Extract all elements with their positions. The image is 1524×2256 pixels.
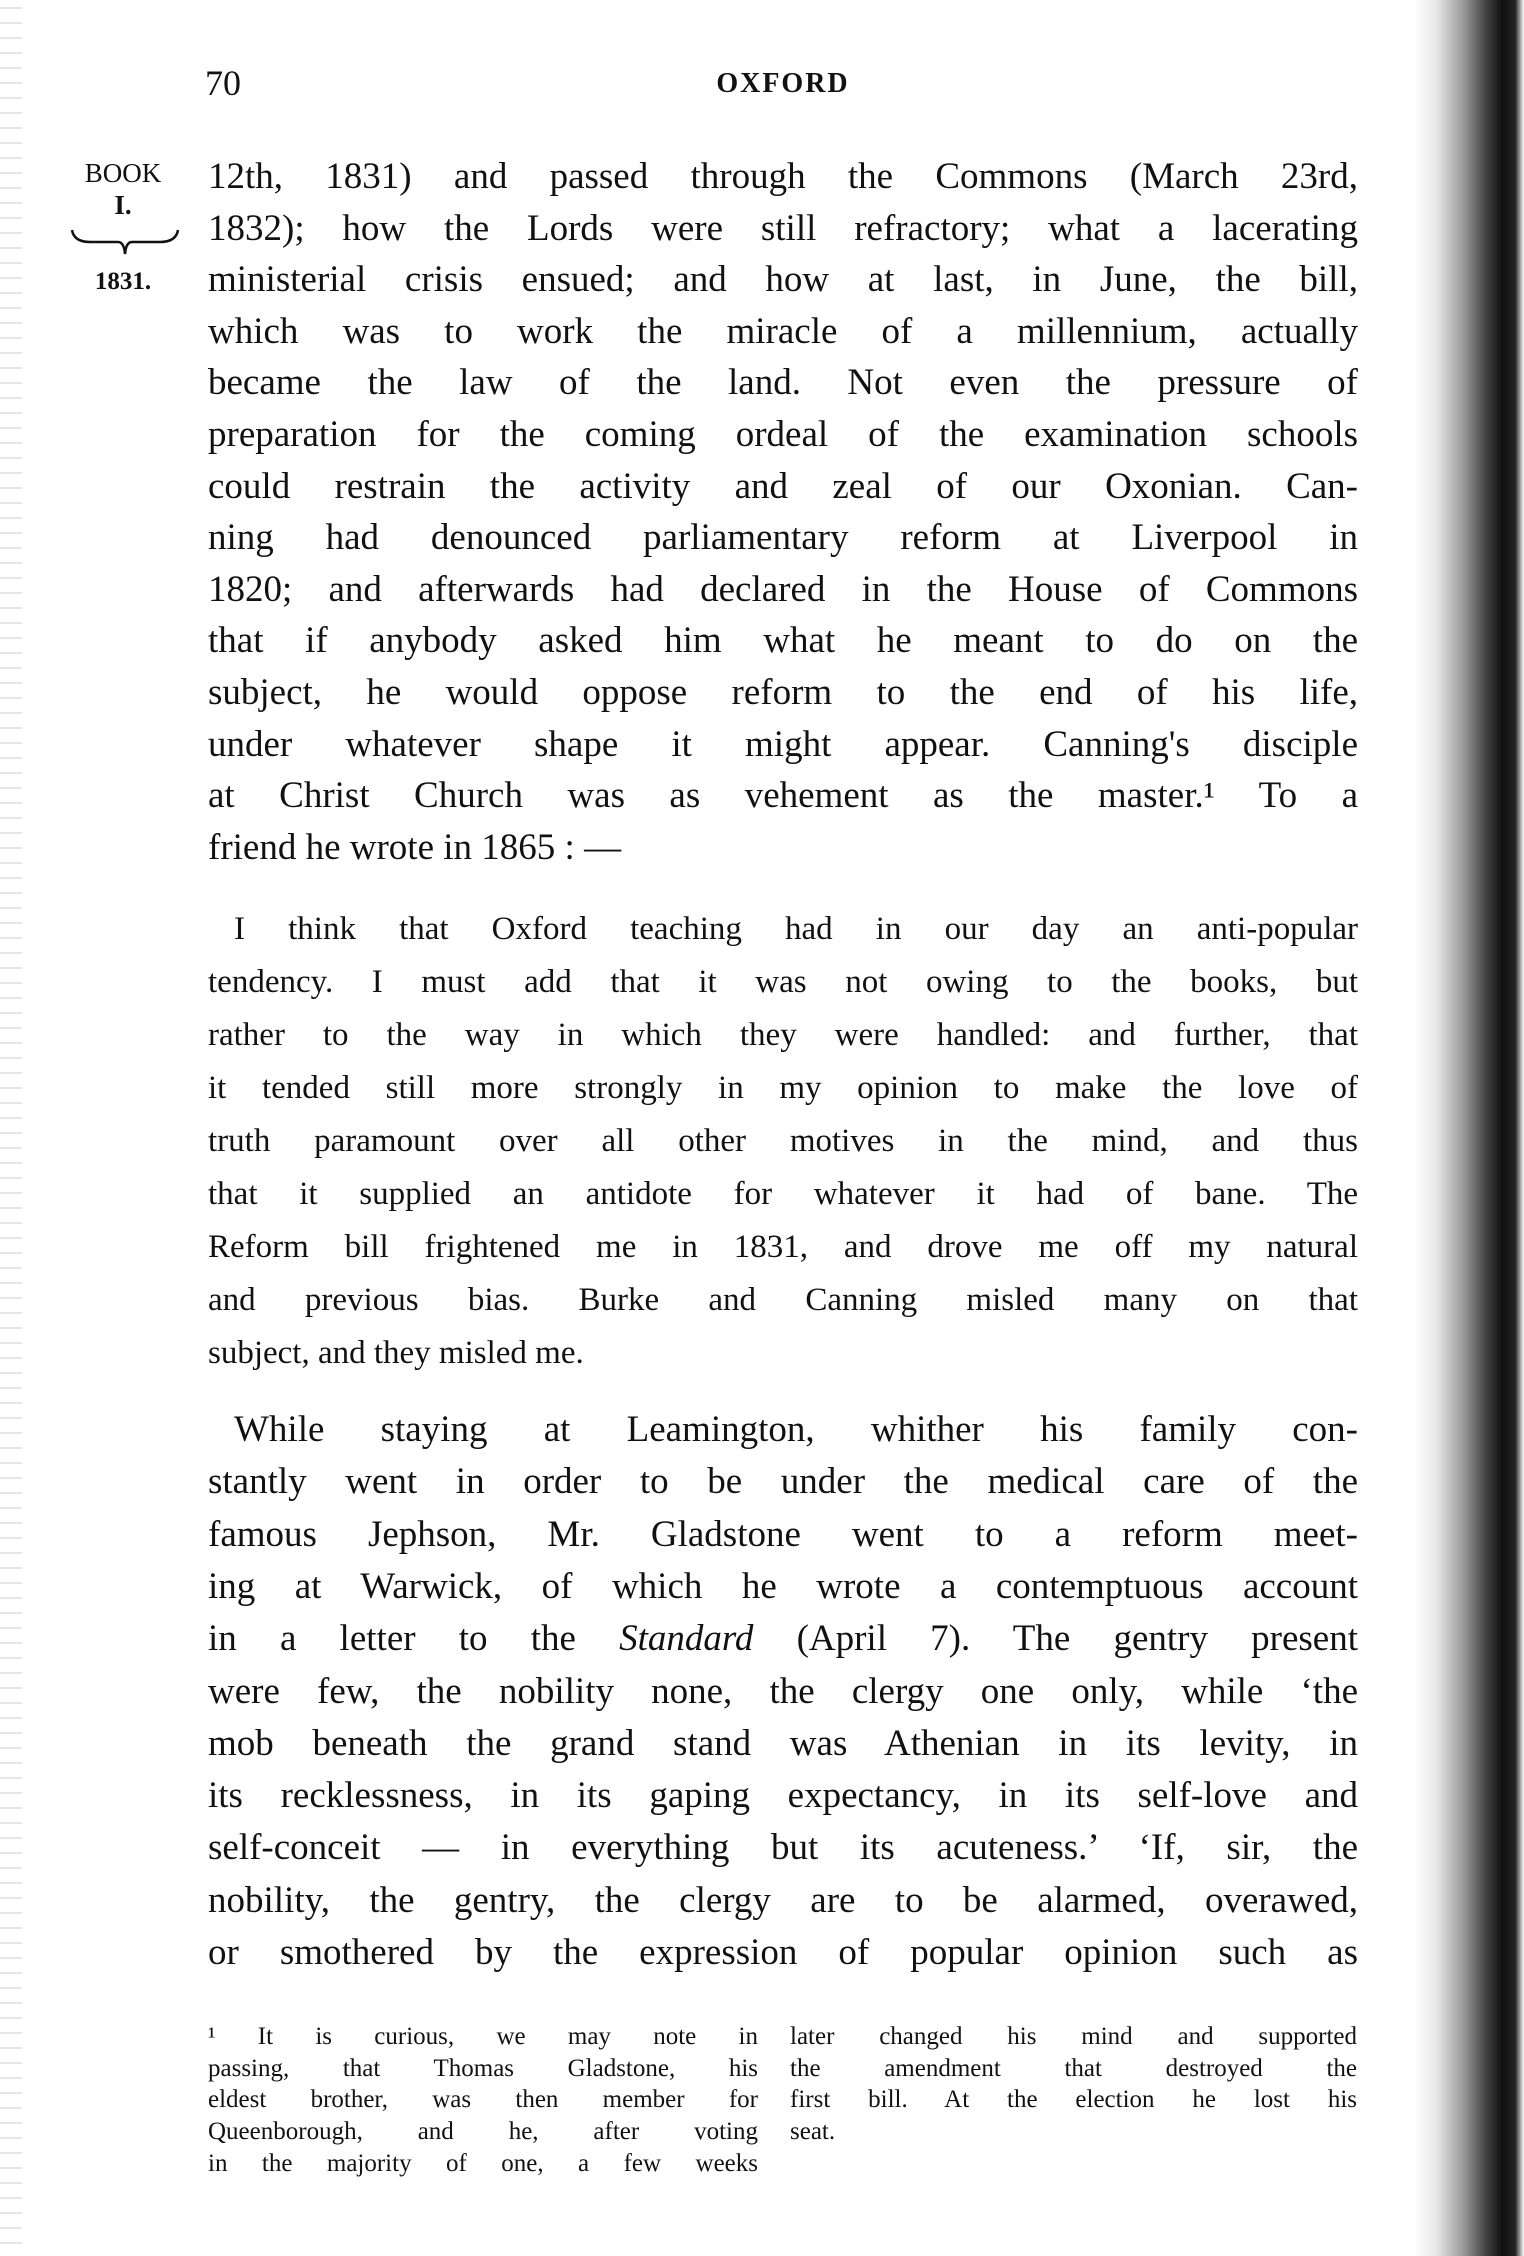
text-segment: (April 7). The gentry present bbox=[753, 1618, 1358, 1660]
body-line: stantly went in order to be under the medical care of the bbox=[208, 1461, 1358, 1503]
text-segment: in a letter to the bbox=[208, 1618, 620, 1660]
running-title: OXFORD bbox=[716, 68, 850, 99]
quote-line: truth paramount over all other motives in the mind, and thus bbox=[208, 1123, 1358, 1159]
footnote-line: later changed his mind and supported bbox=[790, 2023, 1357, 2050]
body-line: could restrain the activity and zeal of our Oxonian. Can- bbox=[208, 465, 1358, 507]
footnote-line: Queenborough, and he, after voting bbox=[208, 2118, 758, 2146]
footnote-line: in the majority of one, a few weeks bbox=[208, 2149, 758, 2177]
margin-book: BOOK bbox=[84, 158, 162, 188]
body-line: that if anybody asked him what he meant to do on the bbox=[208, 620, 1358, 662]
binding-shadow bbox=[1414, 0, 1524, 2256]
body-line: became the law of the land. Not even the pressure of bbox=[208, 362, 1358, 404]
footnote-line: the amendment that destroyed the bbox=[790, 2054, 1357, 2082]
body-line: While staying at Leamington, whither his family con- bbox=[234, 1409, 1358, 1450]
quote-line: subject, and they misled me. bbox=[208, 1335, 584, 1371]
body-line: at Christ Church was as vehement as the master.¹ To a bbox=[208, 775, 1358, 817]
body-line: or smothered by the expression of popular opinion such as bbox=[208, 1932, 1358, 1973]
brace-icon bbox=[70, 228, 180, 258]
body-line: 12th, 1831) and passed through the Commons (March 23rd, bbox=[208, 156, 1358, 197]
body-line: friend he wrote in 1865 : — bbox=[208, 826, 622, 868]
footnote-line: seat. bbox=[790, 2118, 836, 2146]
body-line: its recklessness, in its gaping expectancy, in its self-love and bbox=[208, 1775, 1358, 1817]
quote-line: that it supplied an antidote for whatever it had of bane. The bbox=[208, 1176, 1358, 1212]
quote-line: it tended still more strongly in my opinion to make the love of bbox=[208, 1070, 1358, 1106]
body-line: 1832); how the Lords were still refractory; what a lacerating bbox=[208, 207, 1358, 249]
body-line: 1820; and afterwards had declared in the House of Commons bbox=[208, 568, 1358, 610]
margin-year: 1831. bbox=[94, 268, 152, 295]
body-line: subject, he would oppose reform to the end of his life, bbox=[208, 672, 1358, 713]
body-line: under whatever shape it might appear. Canning's disciple bbox=[208, 723, 1358, 765]
body-line: ning had denounced parliamentary reform at Liverpool in bbox=[208, 517, 1358, 559]
body-line bbox=[208, 1613, 1358, 1665]
body-line: were few, the nobility none, the clergy one only, while ‘the bbox=[208, 1670, 1358, 1712]
quote-line: tendency. I must add that it was not owing to the books, but bbox=[208, 964, 1358, 1000]
body-line: ing at Warwick, of which he wrote a contemptuous account bbox=[208, 1565, 1358, 1607]
body-line: mob beneath the grand stand was Athenian in its levity, in bbox=[208, 1722, 1358, 1764]
body-line: which was to work the miracle of a millennium, actually bbox=[208, 310, 1358, 352]
quote-line: I think that Oxford teaching had in our day an anti-popular bbox=[234, 911, 1358, 947]
quote-line: rather to the way in which they were handled: and further, that bbox=[208, 1017, 1358, 1053]
italic-title: Standard bbox=[619, 1618, 754, 1660]
footnote-line: eldest brother, was then member for bbox=[208, 2086, 758, 2114]
margin-volume: I. bbox=[114, 190, 132, 220]
body-line: self-conceit — in everything but its acuteness.’ ‘If, sir, the bbox=[208, 1827, 1358, 1869]
body-line: preparation for the coming ordeal of the examination schools bbox=[208, 414, 1358, 455]
quote-line: and previous bias. Burke and Canning misled many on that bbox=[208, 1282, 1358, 1318]
page-edge-left bbox=[0, 0, 22, 2256]
footnote-line: passing, that Thomas Gladstone, his bbox=[208, 2054, 758, 2082]
footnote-line: first bill. At the election he lost his bbox=[790, 2086, 1357, 2114]
quote-line: Reform bill frightened me in 1831, and drove me off my natural bbox=[208, 1229, 1358, 1265]
body-line: famous Jephson, Mr. Gladstone went to a reform meet- bbox=[208, 1513, 1358, 1555]
body-line: nobility, the gentry, the clergy are to be alarmed, overawed, bbox=[208, 1879, 1358, 1921]
footnote-line: ¹ It is curious, we may note in bbox=[208, 2023, 758, 2050]
page-number: 70 bbox=[205, 63, 241, 103]
body-line: ministerial crisis ensued; and how at last, in June, the bill, bbox=[208, 259, 1358, 301]
